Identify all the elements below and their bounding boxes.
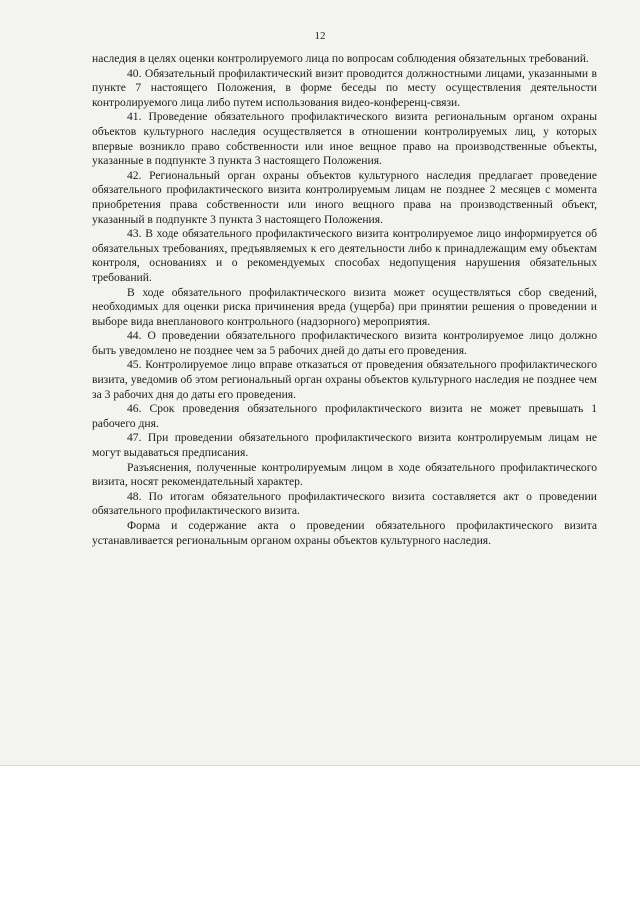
paragraph-47-second: Разъяснения, полученные контролируемым лицом в ходе обязательного профилактического визита, носят рекомендательный характер. [92,460,597,489]
paragraph-48-second: Форма и содержание акта о проведении обязательного профилактического визита устанавливается региональным органом охраны объектов культурного наследия. [92,519,597,547]
paragraph-43-second: В ходе обязательного профилактического визита может осуществляться сбор сведений, необходимых для оценки риска причинения вреда (ущерба) при принятии решения о проведении и выборе вида внепланового контрольного (надзорного) мероприятия. [92,285,597,328]
paragraph-44: 44. О проведении обязательного профилактического визита контролируемое лицо должно быть уведомлено не позднее чем за 5 рабочих дней до даты его проведения. [92,329,597,357]
paragraph-41: 41. Проведение обязательного профилактического визита региональным органом охраны объектов культурного наследия осуществляется в отношении контролируемых лиц, у которых впервые возникло право собственности или иное вещное право на производственные объекты, указанные в подпункте 3 пункта 3 настоящего Положения. [92,110,597,168]
document-body [92,52,597,548]
paragraph-42: 42. Региональный орган охраны объектов культурного наследия предлагает проведение обязательного профилактического визита контролируемым лицам не позднее 2 месяцев с момента приобретения права собственности или иного вещного права на производственный объект, указанный в подпункте 3 пункта 3 настоящего Положения. [92,168,597,226]
paragraph-40: 40. Обязательный профилактический визит проводится должностными лицами, указанными в пункте 7 настоящего Положения, в форме беседы по месту осуществления деятельности контролируемого лица либо путем использования видео-конференц-связи. [92,66,597,109]
paragraph-43: 43. В ходе обязательного профилактического визита контролируемое лицо информируется об обязательных требованиях, предъявляемых к его деятельности либо к принадлежащим ему объектам контроля, основаниях и о рекомендуемых способах недопущения нарушения обязательных требований. [92,227,597,284]
paragraph-continuation: наследия в целях оценки контролируемого лица по вопросам соблюдения обязательных требований. [92,52,589,65]
page-number: 12 [314,30,326,42]
paragraph-46: 46. Срок проведения обязательного профилактического визита не может превышать 1 рабочего дня. [92,402,597,430]
paragraph-47: 47. При проведении обязательного профилактического визита контролируемым лицам не могут выдаваться предписания. [92,431,597,460]
paragraph-45: 45. Контролируемое лицо вправе отказаться от проведения обязательного профилактического визита, уведомив об этом региональный орган охраны объектов культурного наследия не позднее чем за 3 рабочих дня до даты его проведения. [92,358,597,401]
paragraph-48: 48. По итогам обязательного профилактического визита составляется акт о проведении обязательного профилактического визита. [92,489,597,518]
